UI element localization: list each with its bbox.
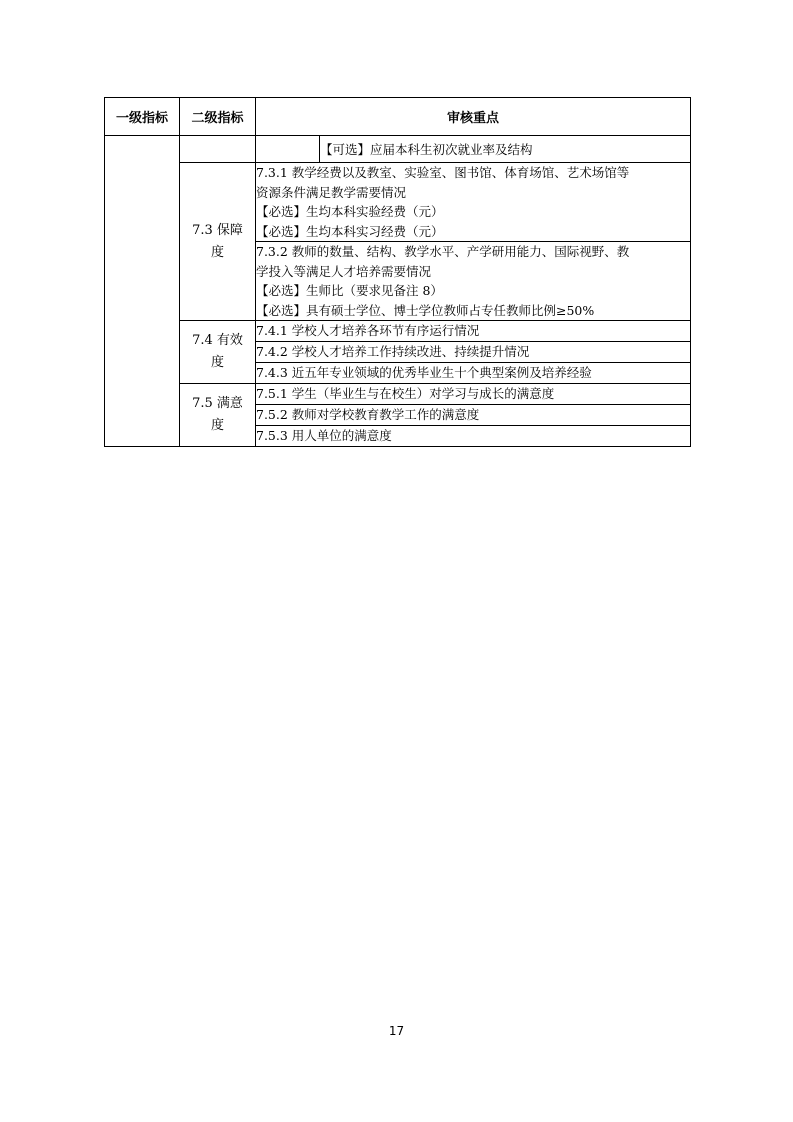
item-7-5-1: 7.5.1 学生（毕业生与在校生）对学习与成长的满意度 [256, 384, 691, 405]
level2-label-line: 7.3 保障 [192, 222, 243, 238]
level2-label-line: 度 [210, 244, 224, 260]
item-line: 【必选】生师比（要求见备注 8） [256, 283, 443, 298]
level2-label-line: 度 [210, 418, 224, 433]
item-7-4-1: 7.4.1 学校人才培养各环节有序运行情况 [256, 321, 691, 342]
level2-label-line: 度 [210, 355, 224, 370]
level2-label-line: 7.5 满意 [192, 396, 243, 411]
item-7-3-1 [256, 163, 691, 242]
item-line: 学投入等满足人才培养需要情况 [256, 263, 432, 279]
table-row [105, 384, 691, 405]
item-line: 【必选】生均本科实验经费（元） [256, 204, 444, 219]
table-header-row [105, 98, 691, 136]
item-line: 资源条件满足教学需要情况 [256, 184, 407, 200]
level1-cell [105, 136, 180, 447]
table-row [105, 321, 691, 342]
level2-cell-7-4 [180, 321, 256, 384]
item-7-3-2 [256, 242, 691, 321]
item-7-5-2: 7.5.2 教师对学校教育教学工作的满意度 [256, 405, 691, 426]
item-line: 【必选】生均本科实习经费（元） [256, 223, 444, 239]
item-line: 【必选】具有硕士学位、博士学位教师占专任教师比例≥50% [256, 302, 595, 318]
blank-subcell [256, 136, 320, 163]
page-number: 17 [388, 1024, 405, 1038]
item-7-4-2: 7.4.2 学校人才培养工作持续改进、持续提升情况 [256, 342, 691, 363]
item-7-4-3: 7.4.3 近五年专业领域的优秀毕业生十个典型案例及培养经验 [256, 363, 691, 384]
table-row [105, 136, 691, 163]
header-level1: 一级指标 [105, 98, 180, 136]
level2-label-line: 7.4 有效 [192, 333, 243, 348]
review-criteria-table [104, 97, 691, 447]
optional-item-employment: 【可选】应届本科生初次就业率及结构 [320, 136, 691, 163]
item-7-5-3: 7.5.3 用人单位的满意度 [256, 426, 691, 447]
item-line: 7.3.2 教师的数量、结构、教学水平、产学研用能力、国际视野、教 [256, 244, 630, 259]
level2-cell-empty [180, 136, 256, 163]
table-row [105, 163, 691, 242]
header-focus: 审核重点 [256, 98, 691, 136]
header-level2: 二级指标 [180, 98, 256, 136]
level2-cell-7-5 [180, 384, 256, 447]
item-line: 7.3.1 教学经费以及教室、实验室、图书馆、体育场馆、艺术场馆等 [256, 165, 630, 180]
level2-cell-7-3 [180, 163, 256, 321]
